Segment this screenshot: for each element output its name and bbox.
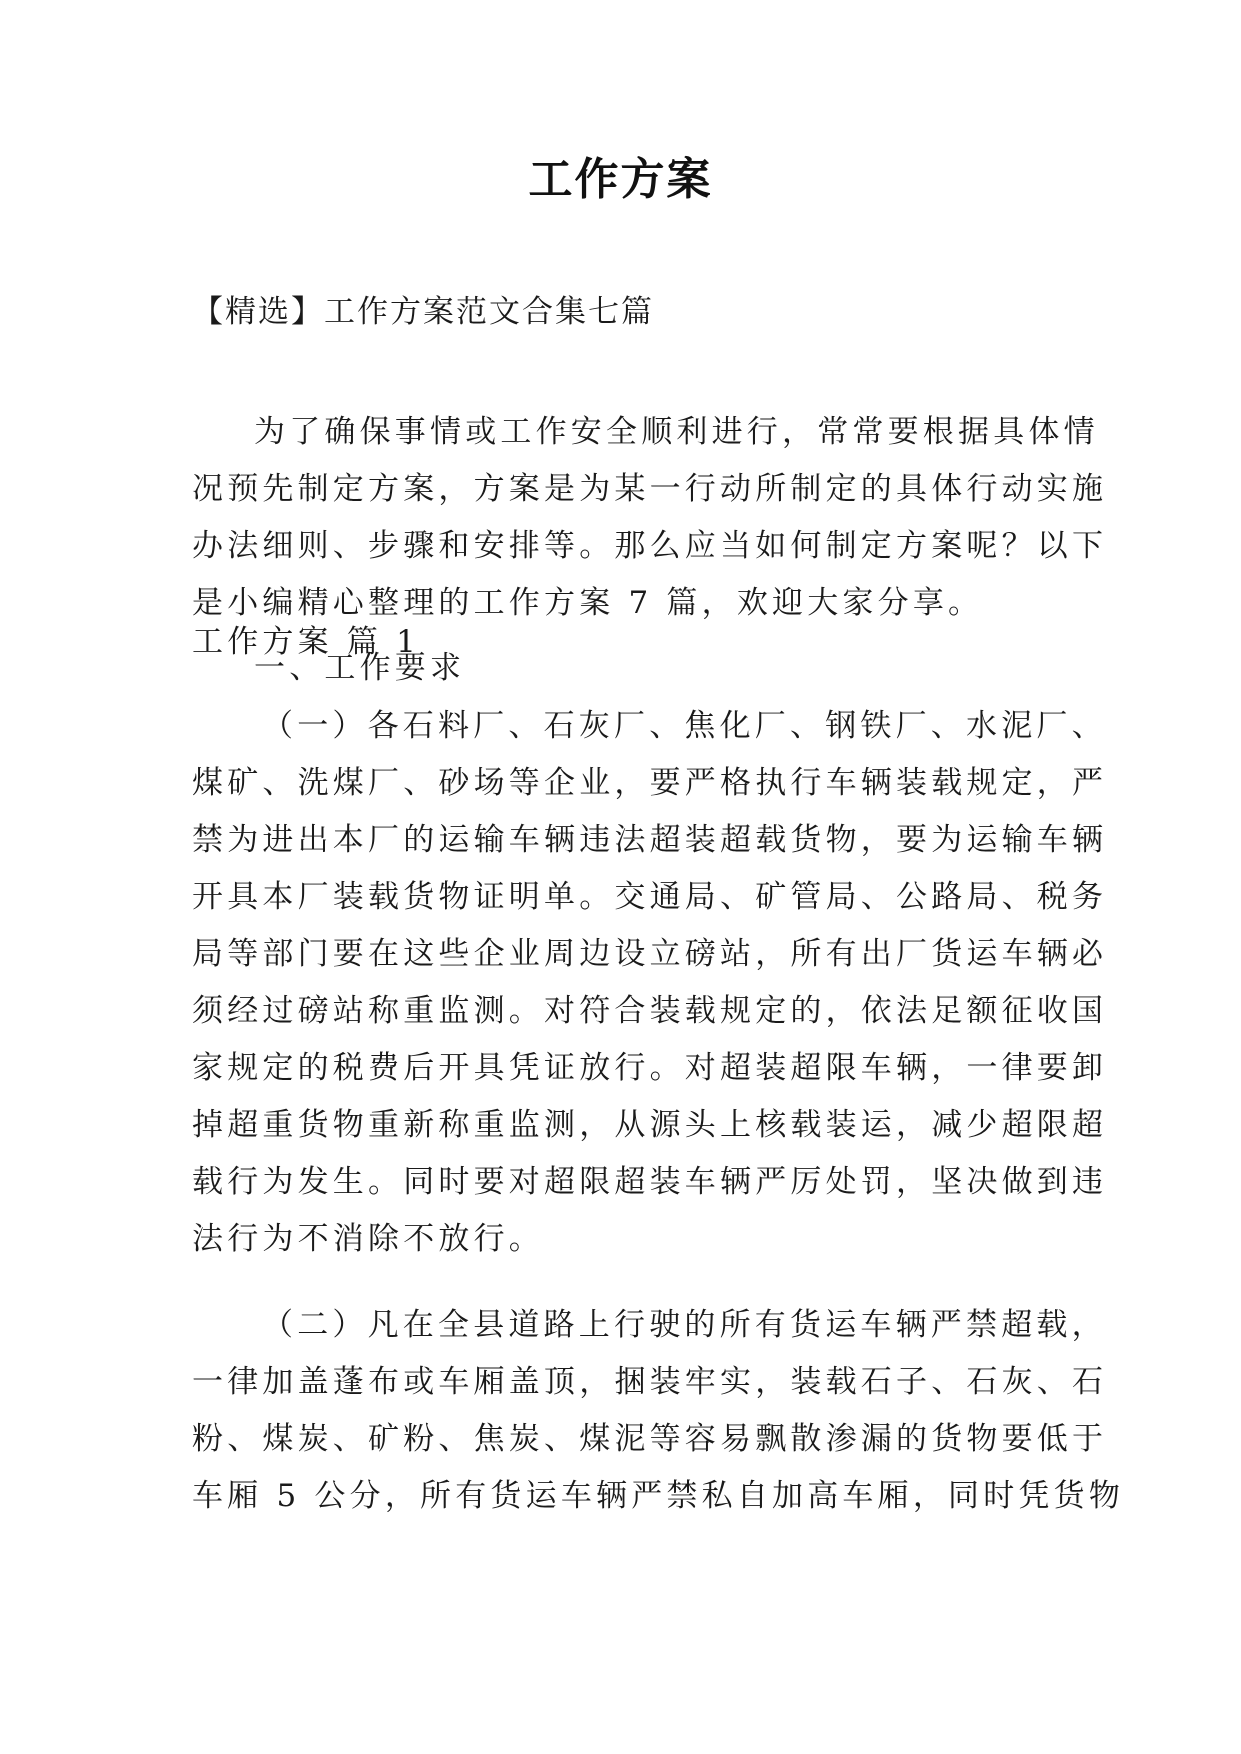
intro-paragraph	[192, 404, 1108, 632]
intro-line: 况预先制定方案，方案是为某一行动所制定的具体行动实施	[192, 471, 1108, 507]
document-subtitle: 【精选】工作方案范文合集七篇	[192, 294, 654, 330]
item-one-line: 载行为发生。同时要对超限超装车辆严厉处罚，坚决做到违	[192, 1164, 1108, 1200]
item-two-paragraph	[192, 1297, 1125, 1525]
item-one-line: 掉超重货物重新称重监测，从源头上核载装运，减少超限超	[192, 1107, 1108, 1143]
item-one-line: 禁为进出本厂的运输车辆违法超装超载货物，要为运输车辆	[192, 822, 1108, 858]
item-one-paragraph	[192, 698, 1108, 1268]
item-one-line: 须经过磅站称重监测。对符合装载规定的，依法足额征收国	[192, 993, 1108, 1029]
intro-line: 是小编精心整理的工作方案 7 篇，欢迎大家分享。	[192, 585, 984, 621]
section-heading-text: 工作方案 篇 1	[192, 624, 421, 660]
intro-line: 办法细则、步骤和安排等。那么应当如何制定方案呢？以下	[192, 528, 1108, 564]
document-title: 工作方案	[528, 154, 713, 205]
item-one-line: 法行为不消除不放行。	[192, 1221, 544, 1257]
item-one-line: 煤矿、洗煤厂、砂场等企业，要严格执行车辆装载规定，严	[192, 765, 1108, 801]
item-one-line: 开具本厂装载货物证明单。交通局、矿管局、公路局、税务	[192, 879, 1108, 915]
item-one-line: 家规定的税费后开具凭证放行。对超装超限车辆，一律要卸	[192, 1050, 1108, 1086]
item-two-line: 车厢 5 公分，所有货运车辆严禁私自加高车厢，同时凭货物	[192, 1478, 1125, 1514]
item-two-line: 一律加盖蓬布或车厢盖顶，捆装牢实，装载石子、石灰、石	[192, 1364, 1108, 1400]
item-two-line: 粉、煤炭、矿粉、焦炭、煤泥等容易飘散渗漏的货物要低于	[192, 1421, 1108, 1457]
item-two-line: （二）凡在全县道路上行驶的所有货运车辆严禁超载，	[262, 1307, 1107, 1343]
intro-line: 为了确保事情或工作安全顺利进行，常常要根据具体情	[254, 414, 1099, 450]
item-one-line: （一）各石料厂、石灰厂、焦化厂、钢铁厂、水泥厂、	[262, 708, 1107, 744]
item-one-line: 局等部门要在这些企业周边设立磅站，所有出厂货运车辆必	[192, 936, 1108, 972]
requirements-heading-text: 一、工作要求	[254, 650, 466, 686]
requirements-heading	[192, 640, 1050, 697]
